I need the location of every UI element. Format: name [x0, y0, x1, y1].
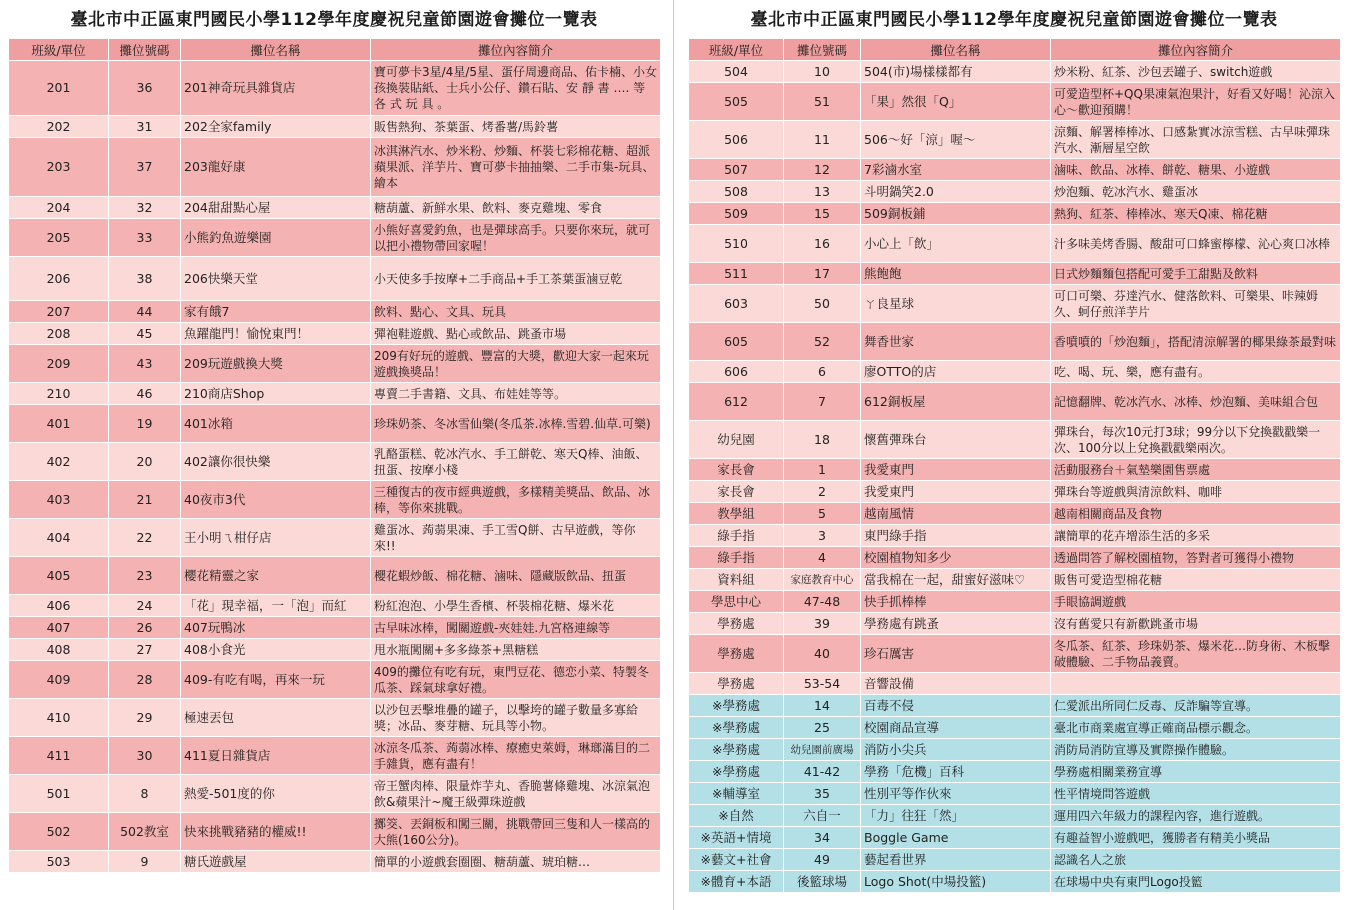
page-title: 臺北市中正區東門國民小學112學年度慶祝兒童節園遊會攤位一覽表: [750, 10, 1278, 30]
table-row: [9, 699, 661, 737]
cell-booth-description: 日式炒麵麵包搭配可愛手工甜點及飲料: [1051, 263, 1341, 285]
cell-booth-description: 帝王蟹肉棒、限量炸芋丸、香脆薯條雞塊、冰涼氣泡飲&蘋果汁~魔王級彈珠遊戲: [371, 775, 661, 813]
cell-booth-description: 409的攤位有吃有玩，東門豆花、德恋小菜、特製冬瓜茶、踩氣球拿好禮。: [371, 661, 661, 699]
table-row: [9, 737, 661, 775]
cell-booth-number: 43: [109, 345, 181, 383]
cell-unit: ※英語+情境: [689, 827, 784, 849]
cell-booth-name: 百毒不侵: [861, 695, 1051, 717]
cell-booth-description: 學務處相關業務宣導: [1051, 761, 1341, 783]
cell-booth-name: 401冰箱: [181, 405, 371, 443]
table-row: [9, 257, 661, 301]
cell-booth-name: 廖OTTO的店: [861, 361, 1051, 383]
cell-booth-name: 小心上「飲」: [861, 225, 1051, 263]
cell-booth-number: 家庭教育中心: [784, 569, 861, 591]
cell-booth-description: 透過問答了解校園植物，答對者可獲得小禮物: [1051, 547, 1341, 569]
header-booth-name: 攤位名稱: [181, 39, 371, 61]
cell-booth-name: 極速丟包: [181, 699, 371, 737]
cell-booth-name: 魚躍龍門！愉悅東門！: [181, 323, 371, 345]
cell-booth-number: 36: [109, 61, 181, 116]
cell-booth-name: 音響設備: [861, 673, 1051, 695]
cell-booth-number: 46: [109, 383, 181, 405]
table-row: [9, 661, 661, 699]
table-row: [689, 459, 1341, 481]
cell-booth-number: 34: [784, 827, 861, 849]
cell-unit: 504: [689, 61, 784, 83]
cell-booth-name: 40夜市3代: [181, 481, 371, 519]
cell-booth-number: 14: [784, 695, 861, 717]
cell-booth-name: 409-有吃有喝，再來一玩: [181, 661, 371, 699]
page-divider: [673, 0, 674, 910]
cell-booth-description: 乳酪蛋糕、乾冰汽水、手工餅乾、寒天Q棒、油飯、扭蛋、按摩小棧: [371, 443, 661, 481]
cell-booth-name: 熱愛-501度的你: [181, 775, 371, 813]
table-row: [9, 481, 661, 519]
cell-booth-name: 509銅板鋪: [861, 203, 1051, 225]
table-row: [689, 61, 1341, 83]
cell-booth-number: 50: [784, 285, 861, 323]
cell-unit: 403: [9, 481, 109, 519]
booth-table-right: [688, 38, 1341, 893]
cell-booth-description: 香噴噴的「炒泡麵」，搭配清涼解署的椰果綠茶最對味: [1051, 323, 1341, 361]
cell-unit: 503: [9, 851, 109, 873]
header-unit: 班級/單位: [9, 39, 109, 61]
cell-unit: 學務處: [689, 613, 784, 635]
table-row: [9, 595, 661, 617]
right-panel: [688, 0, 1340, 893]
cell-unit: 407: [9, 617, 109, 639]
table-row: [9, 323, 661, 345]
cell-booth-description: 活動服務台＋氣墊樂園售票處: [1051, 459, 1341, 481]
table-row: [689, 421, 1341, 459]
cell-booth-number: 29: [109, 699, 181, 737]
table-row: [689, 871, 1341, 893]
table-row: [9, 219, 661, 257]
cell-unit: 202: [9, 116, 109, 138]
cell-unit: 家長會: [689, 481, 784, 503]
cell-booth-number: 後籃球場: [784, 871, 861, 893]
cell-unit: ※藝文+社會: [689, 849, 784, 871]
cell-booth-number: 六自一: [784, 805, 861, 827]
cell-booth-name: 206快樂天堂: [181, 257, 371, 301]
cell-booth-number: 40: [784, 635, 861, 673]
cell-booth-description: 209有好玩的遊戲、豐富的大獎，歡迎大家一起來玩遊戲換獎品！: [371, 345, 661, 383]
table-row: [689, 635, 1341, 673]
cell-booth-description: 冰淇淋汽水、炒米粉、炒麵、杯裝七彩棉花糖、超派蘋果派、洋芋片、寶可夢卡抽抽樂、二手市集-玩具、繪本: [371, 138, 661, 197]
cell-booth-number: 39: [784, 613, 861, 635]
table-row: [9, 383, 661, 405]
table-row: [689, 591, 1341, 613]
cell-booth-description: 彈袍鞋遊戲、點心或飲品、跳蚤市場: [371, 323, 661, 345]
cell-booth-description: 冰涼冬瓜茶、蒟蒻冰棒、療癒史萊姆，琳瑯滿目的二手雜貨，應有盡有！: [371, 737, 661, 775]
cell-booth-description: 販售熱狗、茶葉蛋、烤番薯/馬鈴薯: [371, 116, 661, 138]
booth-table-left: [8, 38, 661, 873]
cell-booth-description: 運用四六年級力的課程內容，進行遊戲。: [1051, 805, 1341, 827]
cell-booth-description: 珍珠奶茶、冬冰雪仙樂(冬瓜茶.冰棒.雪碧.仙草.可樂): [371, 405, 661, 443]
cell-unit: 學思中心: [689, 591, 784, 613]
cell-booth-number: 33: [109, 219, 181, 257]
cell-booth-name: 408小食光: [181, 639, 371, 661]
cell-booth-number: 9: [109, 851, 181, 873]
cell-booth-number: 32: [109, 197, 181, 219]
table-row: [689, 481, 1341, 503]
cell-unit: ※體育+本語: [689, 871, 784, 893]
table-row: [689, 849, 1341, 871]
cell-booth-description: 飲料、點心、文具、玩具: [371, 301, 661, 323]
cell-booth-name: 學務處有跳蚤: [861, 613, 1051, 635]
cell-booth-description: 熱狗、紅茶、棒棒冰、寒天Q凍、棉花糖: [1051, 203, 1341, 225]
cell-booth-name: 204甜甜點心屋: [181, 197, 371, 219]
cell-booth-description: 可口可樂、芬達汽水、健落飲料、可樂果、咔辣姆久、蚵仔煎洋芋片: [1051, 285, 1341, 323]
header-booth-name: 攤位名稱: [861, 39, 1051, 61]
cell-booth-name: 506～好「涼」喔～: [861, 121, 1051, 159]
cell-booth-name: 學務「危機」百科: [861, 761, 1051, 783]
cell-booth-number: 16: [784, 225, 861, 263]
cell-booth-name: 201神奇玩具雜貨店: [181, 61, 371, 116]
cell-booth-number: 21: [109, 481, 181, 519]
cell-booth-description: 性平情境問答遊戲: [1051, 783, 1341, 805]
cell-booth-name: 越南風情: [861, 503, 1051, 525]
cell-booth-name: 「花」現幸福，一「泡」而紅: [181, 595, 371, 617]
table-row: [689, 361, 1341, 383]
table-row: [689, 181, 1341, 203]
cell-booth-name: 411夏日雜貨店: [181, 737, 371, 775]
cell-booth-number: 44: [109, 301, 181, 323]
cell-unit: 203: [9, 138, 109, 197]
cell-booth-description: 櫻花蝦炒飯、棉花糖、滷味、隱藏版飲品、扭蛋: [371, 557, 661, 595]
cell-booth-name: 快手抓棒棒: [861, 591, 1051, 613]
header-booth-description: 攤位內容簡介: [1051, 39, 1341, 61]
cell-booth-description: 販售可愛造型棉花糖: [1051, 569, 1341, 591]
cell-unit: 603: [689, 285, 784, 323]
cell-booth-number: 26: [109, 617, 181, 639]
cell-booth-number: 53-54: [784, 673, 861, 695]
table-row: [9, 519, 661, 557]
cell-unit: 教學組: [689, 503, 784, 525]
cell-booth-number: 41-42: [784, 761, 861, 783]
cell-booth-description: 彈珠台等遊戲與清涼飲料、咖啡: [1051, 481, 1341, 503]
cell-unit: 209: [9, 345, 109, 383]
cell-booth-name: Boggle Game: [861, 827, 1051, 849]
header-booth-number: 攤位號碼: [109, 39, 181, 61]
cell-unit: 208: [9, 323, 109, 345]
table-row: [689, 805, 1341, 827]
cell-booth-number: 7: [784, 383, 861, 421]
cell-unit: 205: [9, 219, 109, 257]
cell-unit: 506: [689, 121, 784, 159]
cell-unit: 505: [689, 83, 784, 121]
cell-booth-number: 17: [784, 263, 861, 285]
table-row: [9, 116, 661, 138]
cell-booth-description: [1051, 673, 1341, 695]
table-row: [9, 61, 661, 116]
cell-booth-number: 18: [784, 421, 861, 459]
cell-booth-number: 23: [109, 557, 181, 595]
cell-booth-description: 古早味冰棒，闖關遊戲-夾娃娃.九宮格連線等: [371, 617, 661, 639]
cell-booth-number: 10: [784, 61, 861, 83]
cell-booth-name: 202全家family: [181, 116, 371, 138]
cell-booth-name: 消防小尖兵: [861, 739, 1051, 761]
cell-booth-number: 27: [109, 639, 181, 661]
cell-booth-name: 504(市)場樣樣都有: [861, 61, 1051, 83]
cell-unit: 綠手指: [689, 525, 784, 547]
cell-booth-number: 24: [109, 595, 181, 617]
table-row: [9, 197, 661, 219]
cell-unit: 409: [9, 661, 109, 699]
cell-booth-number: 49: [784, 849, 861, 871]
cell-booth-description: 消防局消防宣導及實際操作體驗。: [1051, 739, 1341, 761]
cell-booth-number: 30: [109, 737, 181, 775]
cell-booth-number: 35: [784, 783, 861, 805]
cell-booth-description: 三種復古的夜市經典遊戲，多樣精美獎品、飲品、冰棒，等你來挑戰。: [371, 481, 661, 519]
cell-booth-name: 我愛東門: [861, 459, 1051, 481]
cell-booth-description: 手眼協調遊戲: [1051, 591, 1341, 613]
table-row: [689, 285, 1341, 323]
cell-booth-description: 炒泡麵、乾冰汽水、雞蛋冰: [1051, 181, 1341, 203]
cell-booth-name: 快來挑戰豬豬的權威!!: [181, 813, 371, 851]
cell-booth-number: 51: [784, 83, 861, 121]
cell-booth-number: 37: [109, 138, 181, 197]
cell-booth-number: 25: [784, 717, 861, 739]
cell-booth-name: 東門綠手指: [861, 525, 1051, 547]
cell-booth-number: 8: [109, 775, 181, 813]
header-booth-description: 攤位內容簡介: [371, 39, 661, 61]
cell-booth-name: 209玩遊戲換大獎: [181, 345, 371, 383]
cell-unit: 402: [9, 443, 109, 481]
cell-booth-description: 記憶翻牌、乾冰汽水、冰棒、炒泡麵、美味組合包: [1051, 383, 1341, 421]
cell-booth-number: 20: [109, 443, 181, 481]
table-row: [689, 263, 1341, 285]
cell-unit: 401: [9, 405, 109, 443]
cell-unit: ※學務處: [689, 717, 784, 739]
cell-booth-description: 糖葫蘆、新鮮水果、飲料、麥克雞塊、零食: [371, 197, 661, 219]
cell-unit: 學務處: [689, 635, 784, 673]
table-row: [689, 613, 1341, 635]
cell-booth-name: 我愛東門: [861, 481, 1051, 503]
cell-unit: 502: [9, 813, 109, 851]
cell-booth-number: 4: [784, 547, 861, 569]
cell-unit: ※學務處: [689, 695, 784, 717]
cell-booth-name: 王小明ㄟ柑仔店: [181, 519, 371, 557]
cell-unit: ※學務處: [689, 761, 784, 783]
header-booth-number: 攤位號碼: [784, 39, 861, 61]
cell-booth-description: 在球場中央有東門Logo投籃: [1051, 871, 1341, 893]
cell-booth-number: 6: [784, 361, 861, 383]
cell-booth-name: 家有餓7: [181, 301, 371, 323]
cell-booth-name: 舞香世家: [861, 323, 1051, 361]
cell-booth-number: 28: [109, 661, 181, 699]
cell-unit: 411: [9, 737, 109, 775]
page-title: 臺北市中正區東門國民小學112學年度慶祝兒童節園遊會攤位一覽表: [70, 10, 598, 30]
cell-booth-description: 仁愛派出所同仁反毒、反詐騙等宣導。: [1051, 695, 1341, 717]
table-row: [689, 83, 1341, 121]
cell-booth-description: 沒有舊愛只有新歡跳蚤市場: [1051, 613, 1341, 635]
cell-booth-number: 15: [784, 203, 861, 225]
cell-unit: 201: [9, 61, 109, 116]
cell-booth-number: 31: [109, 116, 181, 138]
cell-unit: 綠手指: [689, 547, 784, 569]
table-row: [689, 225, 1341, 263]
cell-booth-name: 210商店Shop: [181, 383, 371, 405]
cell-booth-name: 櫻花精靈之家: [181, 557, 371, 595]
cell-booth-name: 校園植物知多少: [861, 547, 1051, 569]
cell-booth-number: 12: [784, 159, 861, 181]
cell-booth-number: 13: [784, 181, 861, 203]
cell-booth-name: 「力」往狂「然」: [861, 805, 1051, 827]
cell-unit: 508: [689, 181, 784, 203]
cell-booth-description: 擲筊、丟銅板和闖三關，挑戰帶回三隻和人一樣高的大熊(160公分)。: [371, 813, 661, 851]
table-row: [9, 775, 661, 813]
table-row: [689, 827, 1341, 849]
cell-booth-description: 冬瓜茶、紅茶、珍珠奶茶、爆米花…防身術、木板擊破體驗、二手物品義賣。: [1051, 635, 1341, 673]
cell-booth-description: 粉紅泡泡、小學生香檳、杯裝棉花糖、爆米花: [371, 595, 661, 617]
cell-booth-description: 小熊好喜愛釣魚，也是彈球高手。只要你來玩，就可以把小禮物帶回家喔！: [371, 219, 661, 257]
cell-booth-number: 45: [109, 323, 181, 345]
cell-booth-description: 讓簡單的花卉增添生活的多采: [1051, 525, 1341, 547]
cell-booth-description: 雞蛋冰、蒟蒻果凍、手工雪Q餅、古早遊戲，等你來!!: [371, 519, 661, 557]
cell-booth-description: 小天使多手按摩+二手商品+手工茶葉蛋滷豆乾: [371, 257, 661, 301]
table-row: [9, 813, 661, 851]
cell-unit: 507: [689, 159, 784, 181]
cell-unit: 612: [689, 383, 784, 421]
table-row: [9, 301, 661, 323]
cell-booth-name: 懷舊彈珠台: [861, 421, 1051, 459]
cell-unit: 510: [689, 225, 784, 263]
cell-booth-description: 滷味、飲品、冰棒、餅乾、糖果、小遊戲: [1051, 159, 1341, 181]
table-row: [689, 203, 1341, 225]
cell-unit: ※自然: [689, 805, 784, 827]
cell-booth-number: 47-48: [784, 591, 861, 613]
cell-unit: 404: [9, 519, 109, 557]
table-row: [689, 323, 1341, 361]
cell-booth-name: 斗明鍋笑2.0: [861, 181, 1051, 203]
table-row: [689, 547, 1341, 569]
table-row: [689, 761, 1341, 783]
cell-booth-description: 有趣益智小遊戲吧，獲勝者有精美小獎品: [1051, 827, 1341, 849]
cell-booth-number: 1: [784, 459, 861, 481]
table-row: [689, 783, 1341, 805]
table-row: [9, 345, 661, 383]
cell-unit: 408: [9, 639, 109, 661]
cell-booth-name: Logo Shot(中場投籃): [861, 871, 1051, 893]
cell-booth-name: 203龍好康: [181, 138, 371, 197]
cell-unit: 207: [9, 301, 109, 323]
cell-booth-description: 彈珠台，每次10元打3球；99分以下兌換戳戳樂一次、100分以上兌換戳戳樂兩次。: [1051, 421, 1341, 459]
table-row: [9, 443, 661, 481]
cell-booth-name: 「果」然很「Q」: [861, 83, 1051, 121]
cell-booth-number: 19: [109, 405, 181, 443]
cell-booth-description: 汁多味美烤香腸、酸甜可口蜂蜜檸檬、沁心爽口冰棒: [1051, 225, 1341, 263]
table-row: [689, 739, 1341, 761]
cell-unit: 606: [689, 361, 784, 383]
cell-booth-name: 612銅板屋: [861, 383, 1051, 421]
cell-booth-description: 越南相關商品及食物: [1051, 503, 1341, 525]
cell-booth-number: 38: [109, 257, 181, 301]
cell-booth-description: 甩水瓶闖關+多多綠茶+黑糖糕: [371, 639, 661, 661]
cell-unit: 幼兒園: [689, 421, 784, 459]
table-row: [689, 121, 1341, 159]
table-row: [689, 673, 1341, 695]
table-row: [689, 159, 1341, 181]
header-unit: 班級/單位: [689, 39, 784, 61]
table-row: [9, 851, 661, 873]
cell-booth-description: 寶可夢卡3星/4星/5星、蛋仔周邊商品、佑卡楠、小女孩換裝貼紙、士兵小公仔、鑽石貼、安 靜 書 …. 等 各 式 玩 具 。: [371, 61, 661, 116]
table-row: [9, 617, 661, 639]
cell-booth-name: 熊飽飽: [861, 263, 1051, 285]
cell-booth-name: 當我棉在一起，甜蜜好滋味♡: [861, 569, 1051, 591]
cell-booth-name: 小熊釣魚遊樂園: [181, 219, 371, 257]
table-row: [689, 695, 1341, 717]
cell-unit: 204: [9, 197, 109, 219]
cell-booth-description: 認識名人之旅: [1051, 849, 1341, 871]
cell-unit: ※學務處: [689, 739, 784, 761]
table-row: [9, 557, 661, 595]
cell-booth-name: 402讓你很快樂: [181, 443, 371, 481]
cell-unit: ※輔導室: [689, 783, 784, 805]
cell-booth-number: 502教室: [109, 813, 181, 851]
cell-booth-name: 407玩鴨冰: [181, 617, 371, 639]
cell-booth-name: 糖氏遊戲屋: [181, 851, 371, 873]
cell-unit: 學務處: [689, 673, 784, 695]
cell-booth-description: 涼麵、解署棒棒冰、口感紮實冰涼雪糕、古早味彈珠汽水、漸層星空飲: [1051, 121, 1341, 159]
cell-booth-name: 珍石厲害: [861, 635, 1051, 673]
cell-booth-name: 性別平等作伙來: [861, 783, 1051, 805]
left-panel: [8, 0, 660, 873]
cell-unit: 405: [9, 557, 109, 595]
table-row: [689, 503, 1341, 525]
cell-booth-description: 簡單的小遊戲套圈圈、糖葫蘆、琥珀糖…: [371, 851, 661, 873]
cell-unit: 家長會: [689, 459, 784, 481]
cell-unit: 210: [9, 383, 109, 405]
cell-unit: 410: [9, 699, 109, 737]
table-row: [689, 525, 1341, 547]
cell-booth-description: 炒米粉、紅茶、沙包丟罐子、switch遊戲: [1051, 61, 1341, 83]
cell-unit: 509: [689, 203, 784, 225]
table-row: [689, 383, 1341, 421]
cell-booth-number: 52: [784, 323, 861, 361]
cell-unit: 406: [9, 595, 109, 617]
cell-booth-description: 以沙包丟擊堆疊的罐子，以擊垮的罐子數量多寡給獎；冰品、麥芽糖、玩具等小物。: [371, 699, 661, 737]
cell-booth-number: 5: [784, 503, 861, 525]
table-row: [689, 717, 1341, 739]
table-row: [689, 569, 1341, 591]
cell-booth-name: 藝起看世界: [861, 849, 1051, 871]
cell-booth-number: 11: [784, 121, 861, 159]
cell-unit: 511: [689, 263, 784, 285]
table-header-row: [689, 39, 1341, 61]
cell-booth-description: 可愛造型杯+QQ果凍氣泡果汁，好看又好喝！沁涼入心～歡迎預購！: [1051, 83, 1341, 121]
cell-unit: 605: [689, 323, 784, 361]
cell-booth-name: 7彩滷水室: [861, 159, 1051, 181]
cell-booth-name: 校園商品宣導: [861, 717, 1051, 739]
cell-booth-number: 2: [784, 481, 861, 503]
table-row: [9, 639, 661, 661]
table-row: [9, 405, 661, 443]
cell-unit: 501: [9, 775, 109, 813]
cell-unit: 206: [9, 257, 109, 301]
cell-booth-number: 幼兒園前廣場: [784, 739, 861, 761]
cell-booth-description: 專賣二手書籍、文具、布娃娃等等。: [371, 383, 661, 405]
cell-unit: 資料組: [689, 569, 784, 591]
cell-booth-description: 吃、喝、玩、樂，應有盡有。: [1051, 361, 1341, 383]
cell-booth-number: 3: [784, 525, 861, 547]
table-header-row: [9, 39, 661, 61]
table-row: [9, 138, 661, 197]
cell-booth-name: ㄚ良星球: [861, 285, 1051, 323]
cell-booth-number: 22: [109, 519, 181, 557]
cell-booth-description: 臺北市商業處宣導正確商品標示觀念。: [1051, 717, 1341, 739]
